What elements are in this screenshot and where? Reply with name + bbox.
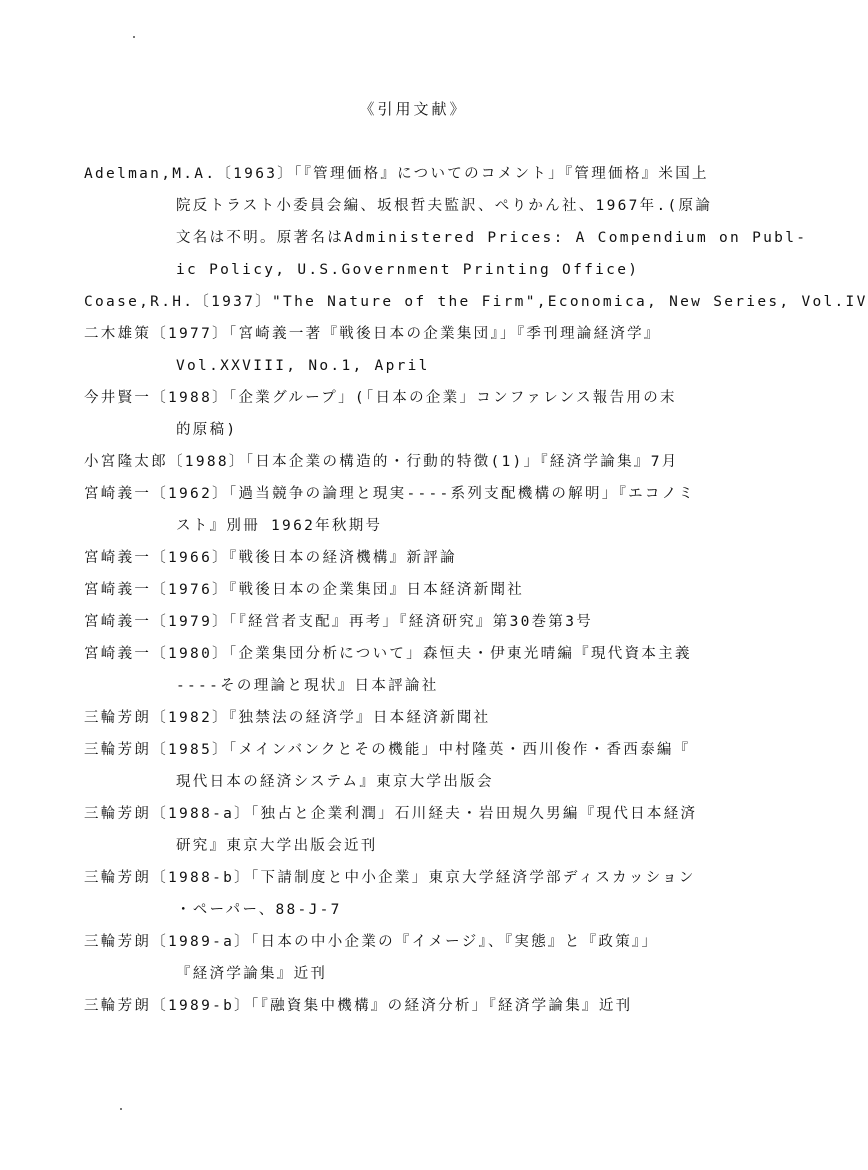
reference-line: 宮崎義一〔1966〕『戦後日本の経済機構』新評論 [84,550,457,566]
reference-entry [84,286,868,318]
reference-entry [84,606,764,638]
scan-speck [120,1108,122,1110]
reference-line: 宮崎義一〔1979〕「『経営者支配』再考」『経済研究』第30巻第3号 [84,614,594,630]
reference-entry [84,446,764,478]
reference-entry [84,318,764,382]
page-title: 《引用文献》 [359,100,468,118]
reference-entry [84,862,764,926]
reference-line: 現代日本の経済システム』東京大学出版会 [176,774,494,790]
reference-line: Vol.XXVIII, No.1, April [176,358,430,374]
scan-speck [133,36,135,38]
reference-line: 宮崎義一〔1980〕「企業集団分析について」森恒夫・伊東光晴編『現代資本主義 [84,646,692,662]
reference-line: 今井賢一〔1988〕「企業グループ」(「日本の企業」コンファレンス報告用の末 [84,390,677,406]
reference-entry [84,638,764,702]
reference-line: 三輪芳朗〔1982〕『独禁法の経済学』日本経済新聞社 [84,710,491,726]
reference-line: スト』別冊 1962年秋期号 [176,518,383,534]
reference-line: 二木雄策〔1977〕「宮崎義一著『戦後日本の企業集団』」『季刊理論経済学』 [84,326,661,342]
reference-line: 『経済学論集』近刊 [176,966,328,982]
reference-entry [84,574,764,606]
reference-line: 三輪芳朗〔1988-b〕「下請制度と中小企業」東京大学経済学部ディスカッション [84,870,696,886]
reference-line: Adelman,M.A.〔1963〕「『管理価格』についてのコメント」『管理価格』米国上 [84,166,709,182]
reference-line: ----その理論と現状』日本評論社 [176,678,439,694]
reference-line: 宮崎義一〔1962〕「過当競争の論理と現実----系列支配機構の解明」『エコノミ [84,486,696,502]
reference-entry [84,382,764,446]
reference-line: 三輪芳朗〔1985〕「メインバンクとその機能」中村隆英・西川俊作・香西泰編『 [84,742,691,758]
reference-line: 的原稿) [176,422,238,438]
reference-entry [84,798,764,862]
reference-line: 院反トラスト小委員会編、坂根哲夫監訳、ぺりかん社、1967年.(原論 [176,198,713,214]
reference-entry [84,542,764,574]
reference-entry [84,158,808,286]
reference-line: 小宮隆太郎〔1988〕「日本企業の構造的・行動的特徴(1)」『経済学論集』7月 [84,454,679,470]
reference-list [84,158,868,1022]
reference-line: 三輪芳朗〔1989-a〕「日本の中小企業の『イメージ』、『実態』と『政策』」 [84,934,659,950]
reference-entry [84,478,764,542]
reference-line: 三輪芳朗〔1988-a〕「独占と企業利潤」石川経夫・岩田規久男編『現代日本経済 [84,806,698,822]
reference-entry [84,702,764,734]
reference-line: 宮崎義一〔1976〕『戦後日本の企業集団』日本経済新聞社 [84,582,525,598]
reference-entry [84,734,764,798]
reference-line: ・ペーパー、88-J-7 [176,902,342,918]
reference-line: 三輪芳朗〔1989-b〕「『融資集中機構』の経済分析」『経済学論集』近刊 [84,998,633,1014]
reference-line: 研究』東京大学出版会近刊 [176,838,378,854]
reference-line: Coase,R.H.〔1937〕"The Nature of the Firm",Economica, New Series, Vol.IV [84,294,868,310]
reference-line: 文名は不明。原著名はAdministered Prices: A Compendium on Publ- [176,230,808,246]
reference-line: ic Policy, U.S.Government Printing Office) [176,262,640,278]
reference-entry [84,990,764,1022]
reference-entry [84,926,764,990]
